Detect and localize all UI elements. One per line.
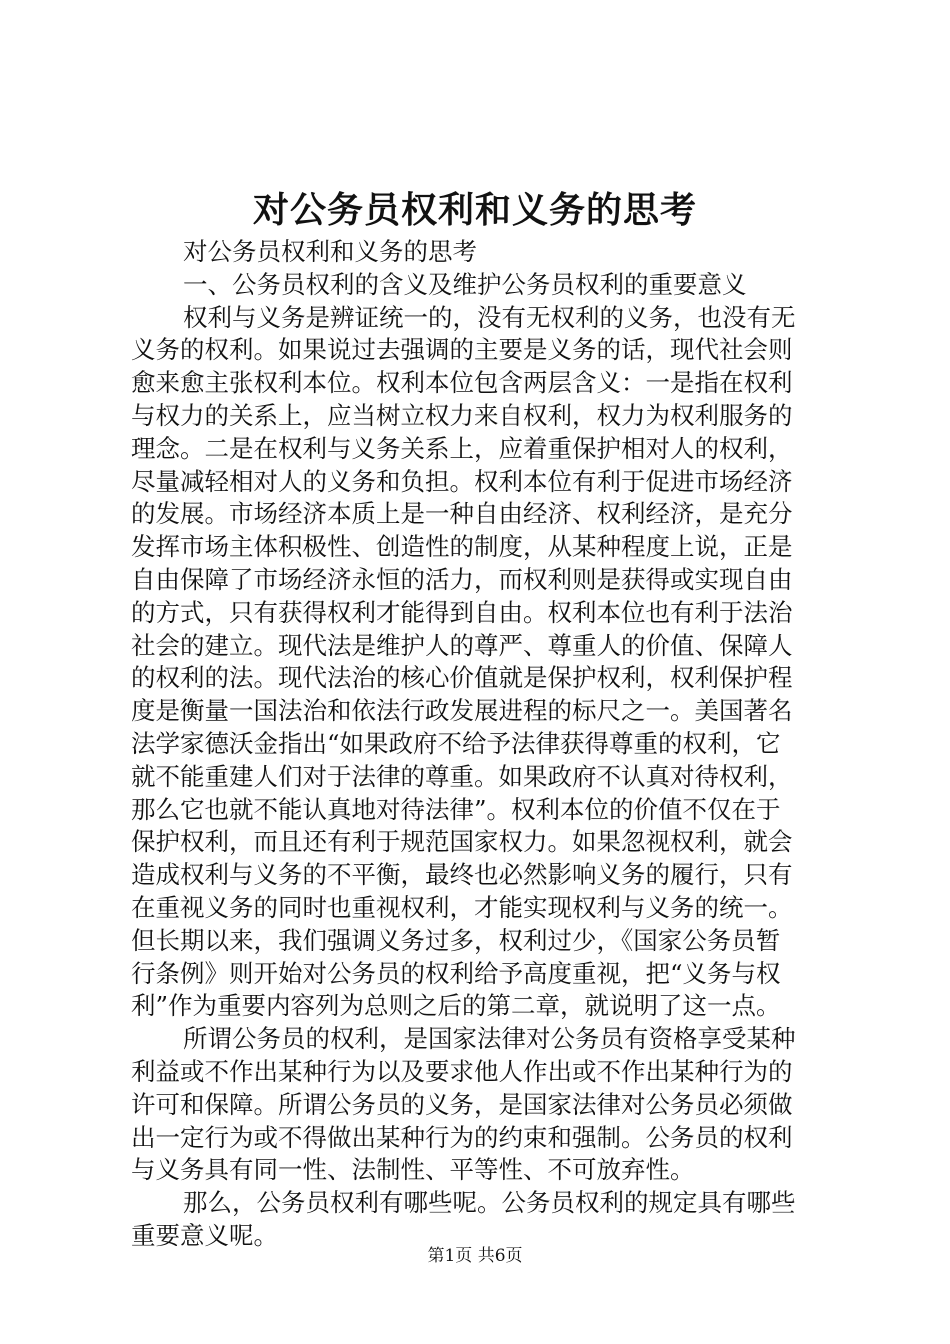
document-body [131,236,823,1253]
text-line: 社会的建立。现代法是维护人的尊严、尊重人的价值、保障人 [131,630,793,660]
text-line: 尽量减轻相对人的义务和负担。权利本位有利于促进市场经济 [131,466,793,496]
text-line: 义务的权利。如果说过去强调的主要是义务的话，现代社会则 [131,335,793,365]
text-line: 自由保障了市场经济永恒的活力，而权利则是获得或实现自由 [131,564,793,594]
page-footer: 第1页 共6页 [427,1246,523,1266]
text-line: 一、公务员权利的含义及维护公务员权利的重要意义 [183,269,747,299]
text-line: 度是衡量一国法治和依法行政发展进程的标尺之一。美国著名 [131,696,793,726]
text-line: 发挥市场主体积极性、创造性的制度，从某种程度上说，正是 [131,532,793,562]
text-line: 利益或不作出某种行为以及要求他人作出或不作出某种行为的 [131,1056,793,1086]
text-line: 的发展。市场经济本质上是一种自由经济、权利经济，是充分 [131,499,793,529]
text-line: 造成权利与义务的不平衡，最终也必然影响义务的履行，只有 [131,860,793,890]
text-line: 的权利的法。现代法治的核心价值就是保护权利，权利保护程 [131,663,793,693]
text-line: 重要意义呢。 [131,1220,278,1250]
text-line: 权利与义务是辨证统一的，没有无权利的义务，也没有无 [183,302,796,332]
text-line: 理念。二是在权利与义务关系上，应着重保护相对人的权利， [131,433,793,463]
document-title: 对公务员权利和义务的思考 [252,189,697,231]
text-line: 的方式，只有获得权利才能得到自由。权利本位也有利于法治 [131,597,793,627]
text-line: 但长期以来，我们强调义务过多，权利过少，《国家公务员暂 [131,925,781,955]
text-line: 那么它也就不能认真地对待法律”。权利本位的价值不仅在于 [131,794,781,824]
text-line: 行条例》则开始对公务员的权利给予高度重视，把“义务与权 [131,958,781,988]
text-line: 利”作为重要内容列为总则之后的第二章，就说明了这一点。 [131,991,781,1021]
text-line: 所谓公务员的权利，是国家法律对公务员有资格享受某种 [183,1024,796,1054]
text-line: 与权力的关系上，应当树立权力来自权利，权力为权利服务的 [131,400,793,430]
text-line: 对公务员权利和义务的思考 [183,237,477,266]
text-line: 在重视义务的同时也重视权利，才能实现权利与义务的统一。 [131,892,793,922]
text-line: 愈来愈主张权利本位。权利本位包含两层含义：一是指在权利 [131,368,793,398]
text-line: 法学家德沃金指出“如果政府不给予法律获得尊重的权利，它 [131,728,781,758]
text-line: 许可和保障。所谓公务员的义务，是国家法律对公务员必须做 [131,1089,793,1119]
text-line: 出一定行为或不得做出某种行为的约束和强制。公务员的权利 [131,1122,793,1152]
text-line: 就不能重建人们对于法律的尊重。如果政府不认真对待权利， [131,761,793,791]
text-line: 保护权利，而且还有利于规范国家权力。如果忽视权利，就会 [131,827,793,857]
text-line: 那么，公务员权利有哪些呢。公务员权利的规定具有哪些 [183,1188,796,1218]
text-line: 与义务具有同一性、法制性、平等性、不可放弃性。 [131,1155,695,1185]
